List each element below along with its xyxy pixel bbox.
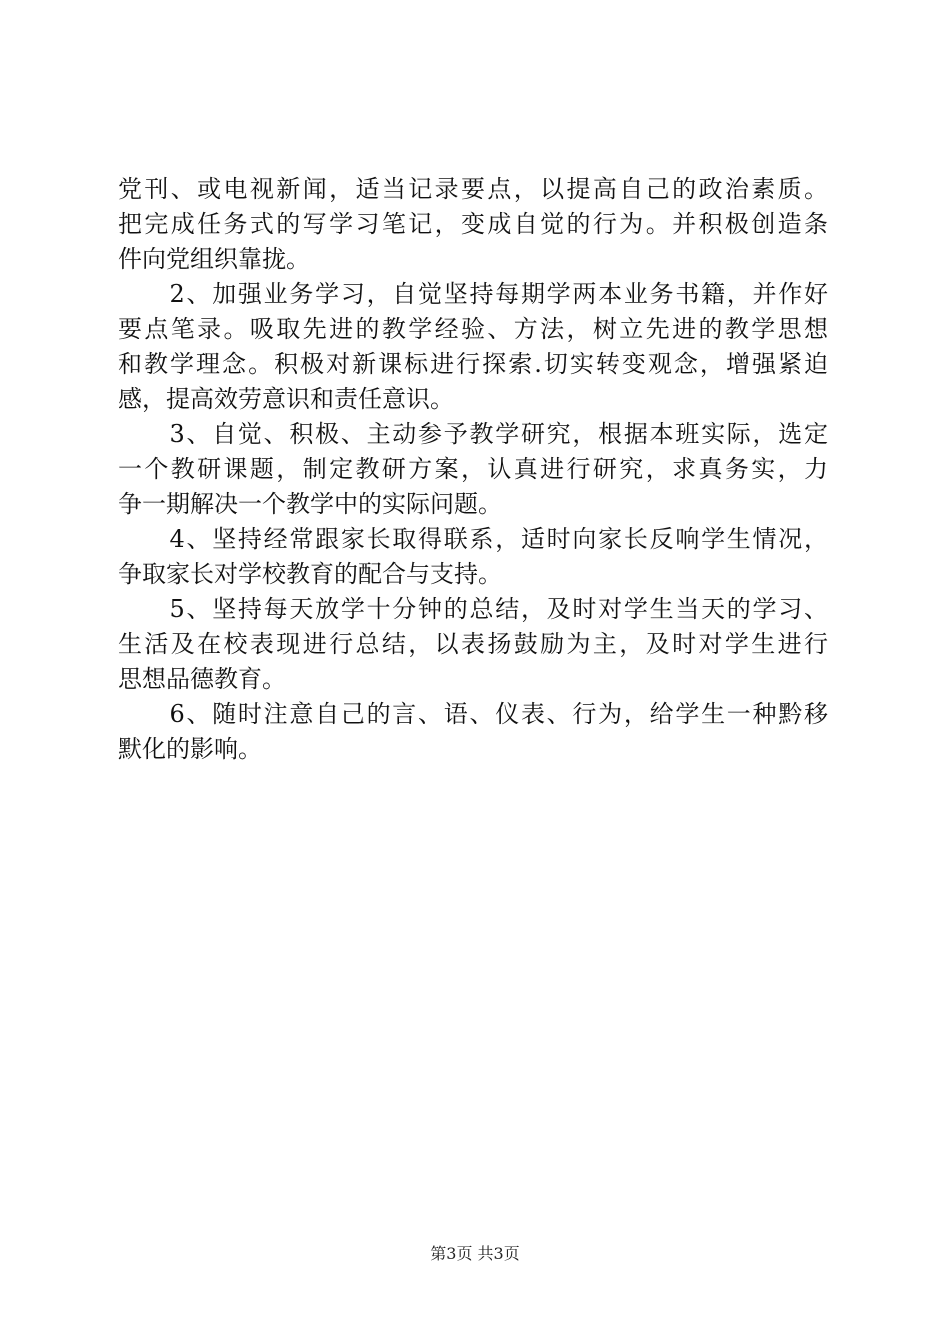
text-line-2: 把完成任务式的写学习笔记，变成自觉的行为。并积极创造条 [118, 210, 828, 238]
text-line-8: 3、自觉、积极、主动参予教学研究，根据本班实际，选定 [118, 420, 828, 448]
text-line-6: 和教学理念。积极对新课标进行探索.切实转变观念，增强紧迫 [118, 350, 828, 378]
text-line-7: 感，提高效劳意识和责任意识。 [118, 385, 454, 413]
text-line-10: 争一期解决一个教学中的实际问题。 [118, 490, 502, 518]
text-line-9: 一个教研课题，制定教研方案，认真进行研究，求真务实，力 [118, 455, 828, 483]
text-line-17: 默化的影响。 [118, 735, 262, 763]
document-body [118, 172, 828, 767]
page-number-footer: 第3页 共3页 [430, 1244, 520, 1263]
text-line-5: 要点笔录。吸取先进的教学经验、方法，树立先进的教学思想 [118, 315, 828, 343]
text-line-14: 生活及在校表现进行总结，以表扬鼓励为主，及时对学生进行 [118, 630, 828, 658]
text-line-4: 2、加强业务学习，自觉坚持每期学两本业务书籍，并作好 [118, 280, 828, 308]
text-line-11: 4、坚持经常跟家长取得联系，适时向家长反响学生情况， [118, 525, 828, 553]
text-line-1: 党刊、或电视新闻，适当记录要点，以提高自己的政治素质。 [118, 175, 828, 203]
text-line-16: 6、随时注意自己的言、语、仪表、行为，给学生一种黔移 [118, 700, 828, 728]
text-line-13: 5、坚持每天放学十分钟的总结，及时对学生当天的学习、 [118, 595, 828, 623]
text-line-15: 思想品德教育。 [118, 665, 286, 693]
text-line-3: 件向党组织靠拢。 [118, 245, 310, 273]
text-line-12: 争取家长对学校教育的配合与支持。 [118, 560, 502, 588]
